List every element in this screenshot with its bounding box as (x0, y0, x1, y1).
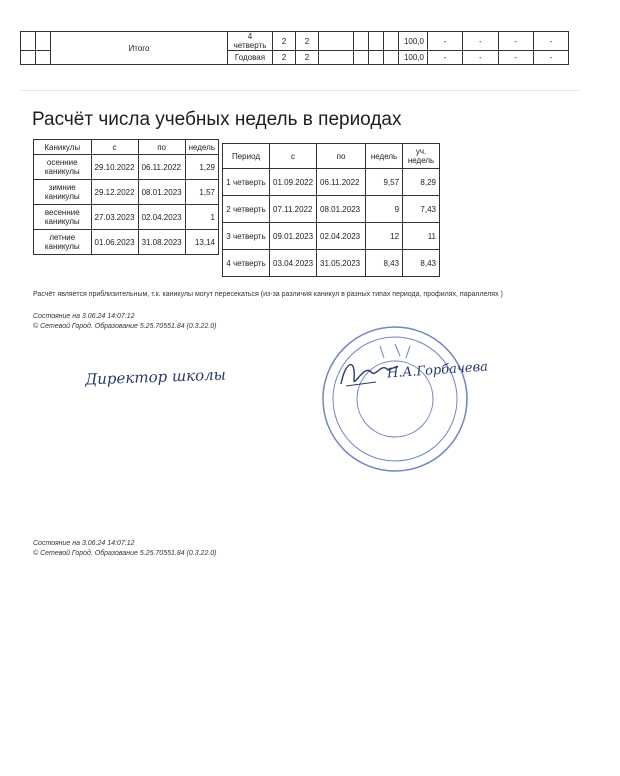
total-label: Итого (51, 32, 228, 65)
table-row: Итого 4 четверть 2 2 100,0 - - - - (21, 32, 569, 51)
table-row: летние каникулы 01.06.2023 31.08.2023 13,14 (34, 230, 219, 255)
table-row: Годовая 2 2 100,0 - - - - (21, 51, 569, 65)
table-row: 1 четверть 01.09.2022 06.11.2022 9,57 8,29 (223, 169, 440, 196)
period-cell: Годовая (228, 51, 273, 65)
official-stamp-icon (320, 324, 470, 474)
table-header-row: Каникулы с по недель (34, 140, 219, 155)
copyright-line-footer: © Сетевой Город. Образование 5.25.70551.84 (0.3.22.0) (33, 550, 217, 557)
copyright-line: © Сетевой Город. Образование 5.25.70551.84 (0.3.22.0) (33, 323, 217, 330)
holidays-table (33, 139, 219, 255)
table-row: осенние каникулы 29.10.2022 06.11.2022 1,29 (34, 155, 219, 180)
periods-table (222, 143, 440, 277)
period-cell: 4 четверть (228, 32, 273, 51)
signature-title: Директор школы (84, 365, 227, 389)
table-row: 2 четверть 07.11.2022 08.01.2023 9 7,43 (223, 196, 440, 223)
page-title: Расчёт числа учебных недель в периодах (32, 109, 402, 130)
status-timestamp-footer: Состояние на 3.06.24 14:07:12 (33, 540, 135, 547)
divider (20, 90, 580, 91)
table-row: весенние каникулы 27.03.2023 02.04.2023 1 (34, 205, 219, 230)
table-row: зимние каникулы 29.12.2022 08.01.2023 1,57 (34, 180, 219, 205)
approximation-note: Расчёт является приблизительным, т.к. каникулы могут пересекаться (из-за различия каникул в разных типах периода, профилях, параллелях ) (33, 291, 503, 298)
table-row: 3 четверть 09.01.2023 02.04.2023 12 11 (223, 223, 440, 250)
table-row: 4 четверть 03.04.2023 31.05.2023 8,43 8,43 (223, 250, 440, 277)
signer-name: Н.А.Горбачева (386, 359, 489, 382)
subject-summary-table (20, 31, 569, 65)
status-timestamp: Состояние на 3.06.24 14:07:12 (33, 313, 135, 320)
table-header-row: Период с по недель уч. недель (223, 144, 440, 169)
